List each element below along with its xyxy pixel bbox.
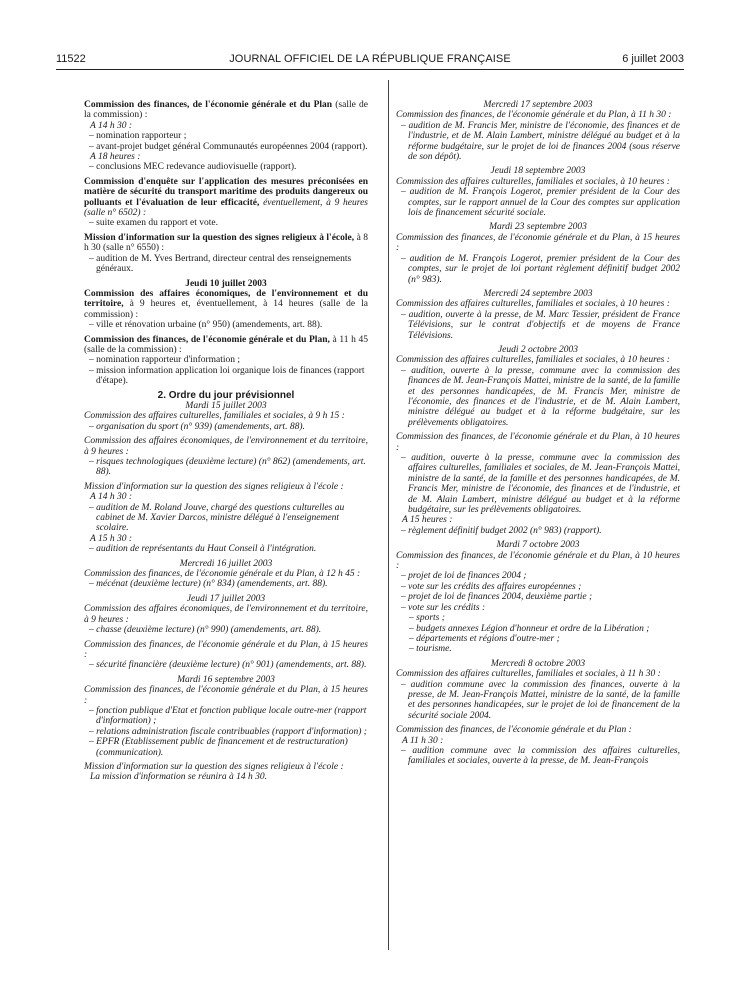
committee-line: Commission des affaires culturelles, familiales et sociales, à 11 h 30 : [396, 669, 661, 680]
committee-line: Commission des affaires économiques, de l'environnement et du territoire, à 9 heures : [84, 436, 368, 457]
agenda-block [84, 569, 368, 590]
agenda-block [84, 233, 368, 275]
agenda-block [84, 685, 368, 758]
committee-line: Commission des affaires culturelles, familiales et sociales, à 9 h 15 : [84, 411, 345, 422]
day-heading: Mardi 16 septembre 2003 [177, 674, 275, 685]
agenda-block [396, 110, 680, 162]
agenda-item: – EPFR (Etablissement public de financement et de restructuration) (communication). [89, 737, 348, 758]
time-label: A 15 h 30 : [90, 533, 133, 544]
agenda-item: – suite examen du rapport et vote. [89, 218, 219, 229]
agenda-block [84, 604, 368, 635]
committee-line: Commission des finances, de l'économie générale et du Plan, à 11 h 30 : [396, 110, 672, 121]
committee-details: à 11 h 45 (salle de la commission) : [84, 334, 368, 355]
agenda-block [84, 640, 368, 671]
header-rule [56, 69, 684, 70]
agenda-item: – audition commune avec la commission des affaires culturelles, familiales et sociales, ouverte à la presse, de M. Jean-François [401, 745, 680, 767]
agenda-item: – audition de M. Francis Mer, ministre de l'économie, des finances et de l'industrie, et de M. Alain Lambert, ministre délégué au budget et à la réforme budgétaire, sur le projet de loi de finances 2004 (sous réserve de son dépôt). [401, 120, 680, 163]
right-column [396, 100, 680, 771]
day-heading: Mercredi 8 octobre 2003 [490, 658, 586, 669]
committee-line: Commission des finances, de l'économie générale et du Plan, à 15 heures : [84, 685, 368, 706]
agenda-item: – fonction publique d'Etat et fonction publique locale outre-mer (rapport d'information) ; [89, 705, 367, 727]
agenda-subitem: – tourisme. [409, 644, 452, 655]
agenda-item: – mission information application loi organique lois de finances (rapport d'étape). [89, 365, 365, 387]
agenda-subitem: – sports ; [409, 613, 445, 624]
agenda-item: – ville et rénovation urbaine (n° 950) (amendements, art. 88). [89, 320, 323, 331]
time-label: A 11 h 30 : [402, 735, 444, 746]
committee-details: à 9 heures et, éventuellement, à 14 heures (salle de la commission) : [84, 299, 368, 320]
committee-line: Commission des finances, de l'économie générale et du Plan : [396, 725, 632, 736]
issue-date: 6 juillet 2003 [622, 53, 684, 65]
agenda-item: – projet de loi de finances 2004 ; [401, 571, 527, 582]
agenda-item: – règlement définitif budget 2002 (n° 983) (rapport). [401, 525, 602, 536]
agenda-block [84, 335, 368, 387]
day-heading: Mardi 15 juillet 2003 [185, 400, 267, 411]
committee-name: Commission d'enquête sur l'application des mesures préconisées en matière de sécurité du transport maritime des produits dangereux ou polluants et l'évaluation de leur efficacité, [84, 176, 368, 208]
time-label: A 14 h 30 : [90, 492, 133, 503]
committee-line: Commission des finances, de l'économie générale et du Plan, à 15 heures : [396, 232, 680, 254]
agenda-block [396, 725, 680, 767]
committee-line: Commission des affaires culturelles, familiales et sociales, à 10 heures : [396, 355, 670, 366]
time-label: A 18 heures : [90, 152, 141, 163]
committee-name: Commission des finances, de l'économie générale et du Plan, [84, 334, 330, 345]
journal-title: JOURNAL OFFICIEL DE LA RÉPUBLIQUE FRANÇAISE [229, 53, 511, 65]
agenda-item: – audition de M. Yves Bertrand, directeur central des renseignements généraux. [89, 253, 352, 275]
committee-line: Commission des affaires économiques, de l'environnement et du territoire, à 9 heures : [84, 604, 368, 625]
agenda-item: – vote sur les crédits des affaires européennes ; [401, 581, 582, 592]
agenda-item: – relations administration fiscale contribuables (rapport d'information) ; [89, 726, 367, 737]
agenda-item: – audition de M. François Logerot, premier président de la Cour des comptes, sur le projet de loi portant règlement définitif budget 2002 (n° 983). [401, 253, 680, 285]
agenda-subitem: – départements et régions d'outre-mer ; [409, 633, 560, 644]
agenda-item: – projet de loi de finances 2004, deuxième partie ; [401, 592, 593, 603]
day-heading: Mercredi 17 septembre 2003 [483, 100, 593, 110]
committee-details: à 8 h 30 (salle n° 6550) : [84, 232, 369, 254]
agenda-block [396, 299, 680, 341]
committee-name: Commission des affaires économiques, de l'environnement et du territoire, [84, 288, 368, 310]
committee-name: Mission d'information sur la question des signes religieux à l'école, [84, 232, 355, 243]
agenda-block [396, 551, 680, 655]
agenda-item: – audition de M. Roland Jouve, chargé des questions culturelles au cabinet de M. Xavier Darcos, ministre délégué à l'enseignement scolaire. [89, 502, 345, 534]
committee-details: éventuellement, à 9 heures (salle n° 6502) : [84, 197, 368, 219]
agenda-block [84, 482, 368, 555]
time-label: A 15 heures : [402, 515, 453, 526]
committee-name: Commission des finances, de l'économie générale et du Plan [84, 100, 333, 110]
day-heading: Mardi 7 octobre 2003 [496, 540, 580, 551]
agenda-block [396, 233, 680, 285]
committee-line: Mission d'information sur la question des signes religieux à l'école : [84, 481, 344, 492]
agenda-block [84, 436, 368, 478]
agenda-item: – chasse (deuxième lecture) (n° 990) (amendements, art. 88). [89, 625, 322, 636]
day-heading: Mercredi 16 juillet 2003 [179, 558, 273, 569]
section-heading: 2. Ordre du jour prévisionnel [157, 389, 295, 401]
agenda-item: – audition de M. François Logerot, premier président de la Cour des comptes, sur le rapport annuel de la Cour des comptes sur application lois de financement sécurité sociale. [401, 187, 680, 219]
day-heading: Mercredi 24 septembre 2003 [483, 288, 593, 299]
agenda-block [84, 762, 368, 783]
day-heading: Jeudi 2 octobre 2003 [497, 344, 579, 355]
committee-line: Commission des finances, de l'économie générale et du Plan, à 15 heures : [84, 639, 368, 660]
day-heading: Mardi 23 septembre 2003 [489, 222, 587, 233]
page-header [56, 53, 684, 67]
agenda-block [396, 177, 680, 219]
agenda-block [84, 100, 368, 173]
agenda-item: – audition commune avec la commission des finances, ouverte à la presse, de M. Jean-François Mattei, ministre de la santé, de la famille et des personnes handicapées, sur le projet de loi de financement de la sécurité sociale 2004. [401, 679, 680, 721]
agenda-item: – organisation du sport (n° 939) (amendements, art. 88). [89, 421, 305, 432]
day-heading: Jeudi 18 septembre 2003 [490, 166, 586, 177]
committee-line: Commission des finances, de l'économie générale et du Plan, à 10 heures : [396, 550, 680, 572]
agenda-item: – conclusions MEC redevance audiovisuelle (rapport). [89, 162, 297, 173]
agenda-item: – mécénat (deuxième lecture) (n° 834) (amendements, art. 88). [89, 579, 328, 590]
agenda-item: – risques technologiques (deuxième lecture) (n° 862) (amendements, art. 88). [89, 457, 366, 478]
agenda-item: – avant-projet budget général Communautés européennes 2004 (rapport). [89, 141, 368, 152]
agenda-item: – vote sur les crédits : [401, 602, 486, 613]
left-column [84, 100, 368, 787]
committee-line: Commission des finances, de l'économie générale et du Plan, à 12 h 45 : [84, 569, 361, 580]
committee-line: Mission d'information sur la question des signes religieux à l'école : [84, 761, 344, 772]
agenda-item: – nomination rapporteur ; [89, 131, 187, 142]
committee-line: Commission des affaires culturelles, familiales et sociales, à 10 heures : [396, 299, 670, 310]
page-number: 11522 [56, 53, 86, 65]
agenda-block [84, 411, 368, 432]
committee-line: Commission des affaires culturelles, familiales et sociales, à 10 heures : [396, 176, 670, 187]
agenda-subitem: – budgets annexes Légion d'honneur et ordre de la Libération ; [409, 623, 650, 634]
agenda-item: – audition, ouverte à la presse, de M. Marc Tessier, président de France Télévisions, sur le contrat d'objectifs et de moyens de France Télévisions. [401, 309, 680, 341]
agenda-note: La mission d'information se réunira à 14 h 30. [90, 772, 268, 783]
agenda-block [396, 355, 680, 428]
agenda-item: – audition de représentants du Haut Conseil à l'intégration. [89, 544, 317, 555]
time-label: A 14 h 30 : [90, 120, 133, 131]
day-heading: Jeudi 10 juillet 2003 [185, 278, 267, 289]
agenda-block [396, 432, 680, 536]
column-divider [388, 80, 389, 950]
agenda-block [84, 177, 368, 229]
agenda-block [396, 669, 680, 721]
agenda-item: – nomination rapporteur d'information ; [89, 355, 241, 366]
agenda-item: – audition, ouverte à la presse, commune avec la commission des affaires culturelles, familiales et sociales, de M. Jean-François Mattei, ministre de la santé, de la famille et des personnes handicapées, de M. Francis Mer, ministre de l'économie, des finances et de l'industrie, et de M. Alain Lambert, ministre délégué au budget et à la réforme budgétaire, sur les prélèvements obligatoires. [401, 453, 680, 516]
agenda-item: – audition, ouverte à la presse, commune avec la commission des finances de M. Jean-François Mattei, ministre de la santé, de la famille et des personnes handicapées, de M. Francis Mer, ministre de l'économie, des finances et de l'industrie, et de M. Alain Lambert, ministre délégué au budget et à la réforme budgétaire, sur les prélèvements obligatoires. [401, 365, 680, 428]
agenda-block [84, 289, 368, 331]
agenda-item: – sécurité financière (deuxième lecture) (n° 901) (amendements, art. 88). [89, 660, 367, 671]
day-heading: Jeudi 17 juillet 2003 [186, 593, 266, 604]
committee-line: Commission des finances, de l'économie générale et du Plan, à 10 heures : [396, 432, 680, 453]
committee-details: (salle de la commission) : [84, 100, 368, 121]
